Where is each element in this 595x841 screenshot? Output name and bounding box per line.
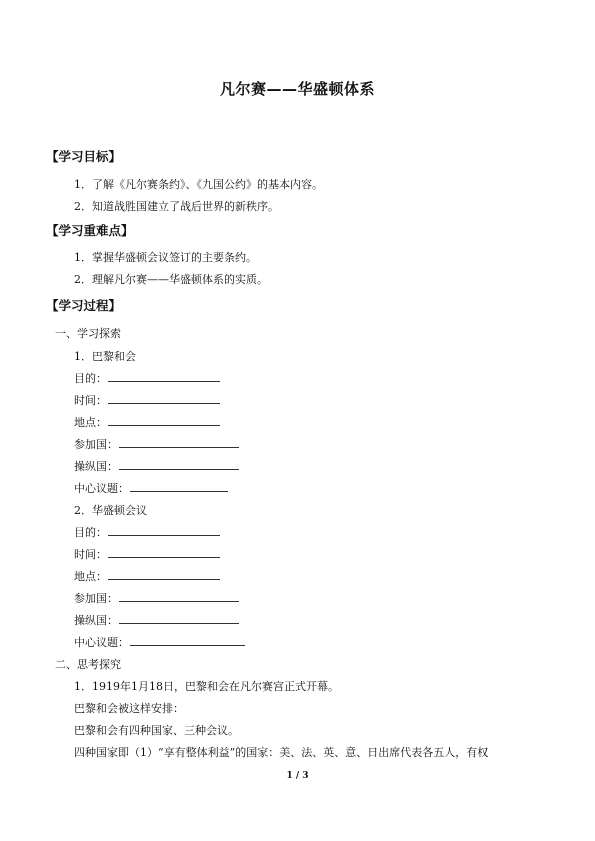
field-label: 操纵国：: [74, 460, 118, 473]
paris-field-time: [74, 392, 220, 408]
paris-field-controllers: [74, 458, 239, 474]
paris-field-participants: [74, 436, 239, 452]
washington-field-central-issue: [74, 634, 245, 650]
section-heading-key-points: 【学习重难点】: [46, 223, 134, 238]
paris-field-purpose: [74, 370, 220, 386]
paris-field-central-issue: [74, 480, 228, 496]
washington-field-participants: [74, 590, 239, 606]
field-label: 时间：: [74, 548, 107, 561]
field-label: 地点：: [74, 570, 107, 583]
fill-blank[interactable]: [130, 634, 245, 646]
washington-conference-heading: 2．华盛顿会议: [74, 504, 147, 517]
fill-blank[interactable]: [108, 568, 220, 580]
page-title: 凡尔赛——华盛顿体系: [219, 80, 375, 98]
section-heading-process: 【学习过程】: [46, 298, 122, 313]
field-label: 中心议题：: [74, 482, 129, 495]
field-label: 地点：: [74, 416, 107, 429]
goal-item-1: 1．了解《凡尔赛条约》、《九国公约》的基本内容。: [74, 178, 323, 191]
field-label: 中心议题：: [74, 636, 129, 649]
key-point-item-2: 2．理解凡尔赛——华盛顿体系的实质。: [74, 273, 268, 286]
fill-blank[interactable]: [119, 436, 239, 448]
fill-blank[interactable]: [119, 590, 239, 602]
washington-field-controllers: [74, 612, 239, 628]
part2-heading: 二、思考探究: [55, 658, 121, 671]
fill-blank[interactable]: [108, 392, 220, 404]
fill-blank[interactable]: [119, 458, 239, 470]
fill-blank[interactable]: [130, 480, 228, 492]
washington-field-time: [74, 546, 220, 562]
part1-heading: 一、学习探索: [55, 327, 121, 340]
paragraph-line: 1．1919年1月18日，巴黎和会在凡尔赛宫正式开幕。: [74, 680, 339, 693]
washington-field-purpose: [74, 524, 220, 540]
paragraph-line: 巴黎和会有四种国家、三种会议。: [74, 724, 239, 737]
field-label: 时间：: [74, 394, 107, 407]
paragraph-line: 四种国家即（1）“享有整体利益”的国家：美、法、英、意、日出席代表各五人，有权: [74, 746, 489, 759]
field-label: 参加国：: [74, 592, 118, 605]
field-label: 目的：: [74, 526, 107, 539]
paragraph-line: 巴黎和会被这样安排：: [74, 702, 184, 715]
goal-item-2: 2．知道战胜国建立了战后世界的新秩序。: [74, 200, 279, 213]
page-number: 1 / 3: [286, 771, 309, 781]
fill-blank[interactable]: [108, 370, 220, 382]
paris-field-place: [74, 414, 220, 430]
field-label: 参加国：: [74, 438, 118, 451]
paris-conference-heading: 1．巴黎和会: [74, 350, 136, 363]
fill-blank[interactable]: [119, 612, 239, 624]
fill-blank[interactable]: [108, 414, 220, 426]
field-label: 操纵国：: [74, 614, 118, 627]
fill-blank[interactable]: [108, 524, 220, 536]
key-point-item-1: 1．掌握华盛顿会议签订的主要条约。: [74, 251, 257, 264]
fill-blank[interactable]: [108, 546, 220, 558]
field-label: 目的：: [74, 372, 107, 385]
section-heading-goals: 【学习目标】: [46, 149, 122, 164]
washington-field-place: [74, 568, 220, 584]
